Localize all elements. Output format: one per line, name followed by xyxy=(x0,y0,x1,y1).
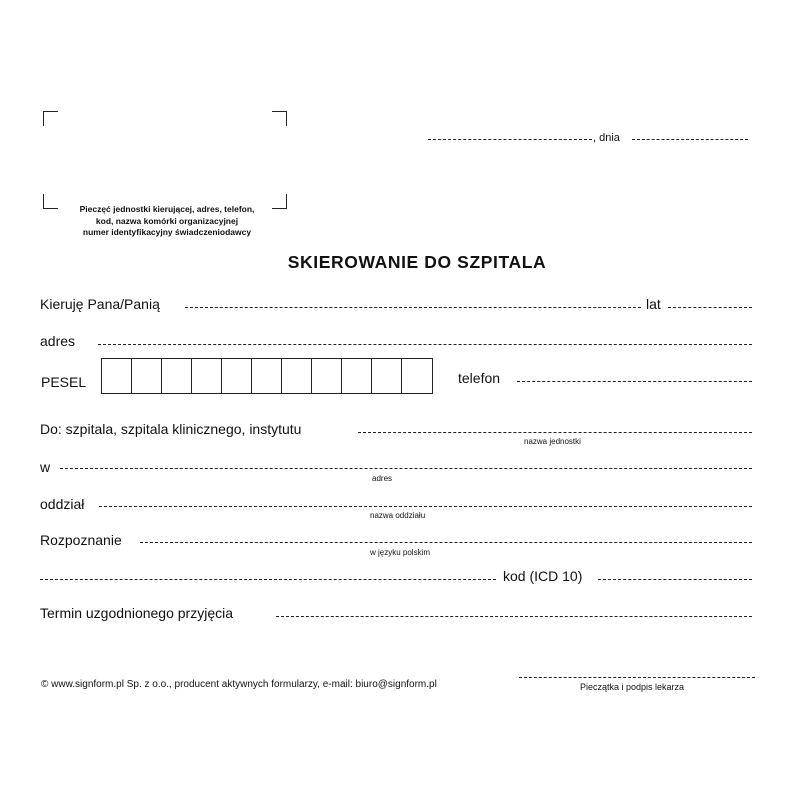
address-field[interactable] xyxy=(98,344,752,345)
pesel-digit-box[interactable] xyxy=(372,359,402,393)
unit-address-field[interactable] xyxy=(60,468,752,469)
pesel-digit-box[interactable] xyxy=(402,359,432,393)
pesel-digit-box[interactable] xyxy=(132,359,162,393)
patient-label: Kieruję Pana/Panią xyxy=(40,296,160,312)
pesel-digit-box[interactable] xyxy=(222,359,252,393)
stamp-corner-top-left xyxy=(43,111,58,126)
phone-label: telefon xyxy=(458,370,501,386)
diagnosis-label: Rozpoznanie xyxy=(40,532,122,548)
pesel-digit-box[interactable] xyxy=(342,359,372,393)
in-label: w xyxy=(40,459,51,475)
pesel-digit-box[interactable] xyxy=(162,359,192,393)
pesel-grid[interactable] xyxy=(101,358,433,394)
phone-field[interactable] xyxy=(517,381,752,382)
stamp-caption-line-3: numer identyfikacyjny świadczeniodawcy xyxy=(82,227,252,237)
date-label: , dnia xyxy=(593,132,620,144)
signature-hint: Pieczątka i podpis lekarza xyxy=(580,682,685,692)
stamp-caption xyxy=(50,204,284,239)
stamp-caption-line-2: kod, nazwa komórki organizacyjnej xyxy=(95,215,239,226)
ward-hint: nazwa oddziału xyxy=(370,511,426,520)
stamp-caption-line-1: Pieczęć jednostki kierującej, adres, telefon, xyxy=(79,204,255,214)
admission-label: Termin uzgodnionego przyjęcia xyxy=(40,605,233,621)
pesel-digit-box[interactable] xyxy=(252,359,282,393)
diagnosis-hint: w języku polskim xyxy=(370,548,431,557)
address-label: adres xyxy=(40,333,76,349)
ward-field[interactable] xyxy=(99,506,752,507)
pesel-digit-box[interactable] xyxy=(282,359,312,393)
pesel-digit-box[interactable] xyxy=(102,359,132,393)
icd-field[interactable] xyxy=(598,579,752,580)
document-title: SKIEROWANIE DO SZPITALA xyxy=(287,252,547,272)
signature-field[interactable] xyxy=(519,677,755,678)
unit-name-hint: nazwa jednostki xyxy=(524,437,581,446)
pesel-digit-box[interactable] xyxy=(192,359,222,393)
icd-label: kod (ICD 10) xyxy=(503,568,583,584)
ward-label: oddział xyxy=(40,496,85,512)
age-field[interactable] xyxy=(668,307,752,308)
diagnosis-continuation-field[interactable] xyxy=(40,579,496,580)
date-field[interactable] xyxy=(632,139,748,140)
diagnosis-field[interactable] xyxy=(140,542,752,543)
age-label: lat xyxy=(646,296,661,312)
pesel-label: PESEL xyxy=(41,374,87,390)
patient-name-field[interactable] xyxy=(185,307,641,308)
admission-date-field[interactable] xyxy=(276,616,752,617)
pesel-digit-box[interactable] xyxy=(312,359,342,393)
footer-copyright: © www.signform.pl Sp. z o.o., producent aktywnych formularzy, e-mail: biuro@signform.pl xyxy=(41,679,437,690)
unit-address-hint: adres xyxy=(372,474,393,483)
to-label: Do: szpitala, szpitala klinicznego, instytutu xyxy=(40,421,302,437)
place-field[interactable] xyxy=(428,139,592,140)
unit-name-field[interactable] xyxy=(358,432,752,433)
stamp-corner-top-right xyxy=(272,111,287,126)
